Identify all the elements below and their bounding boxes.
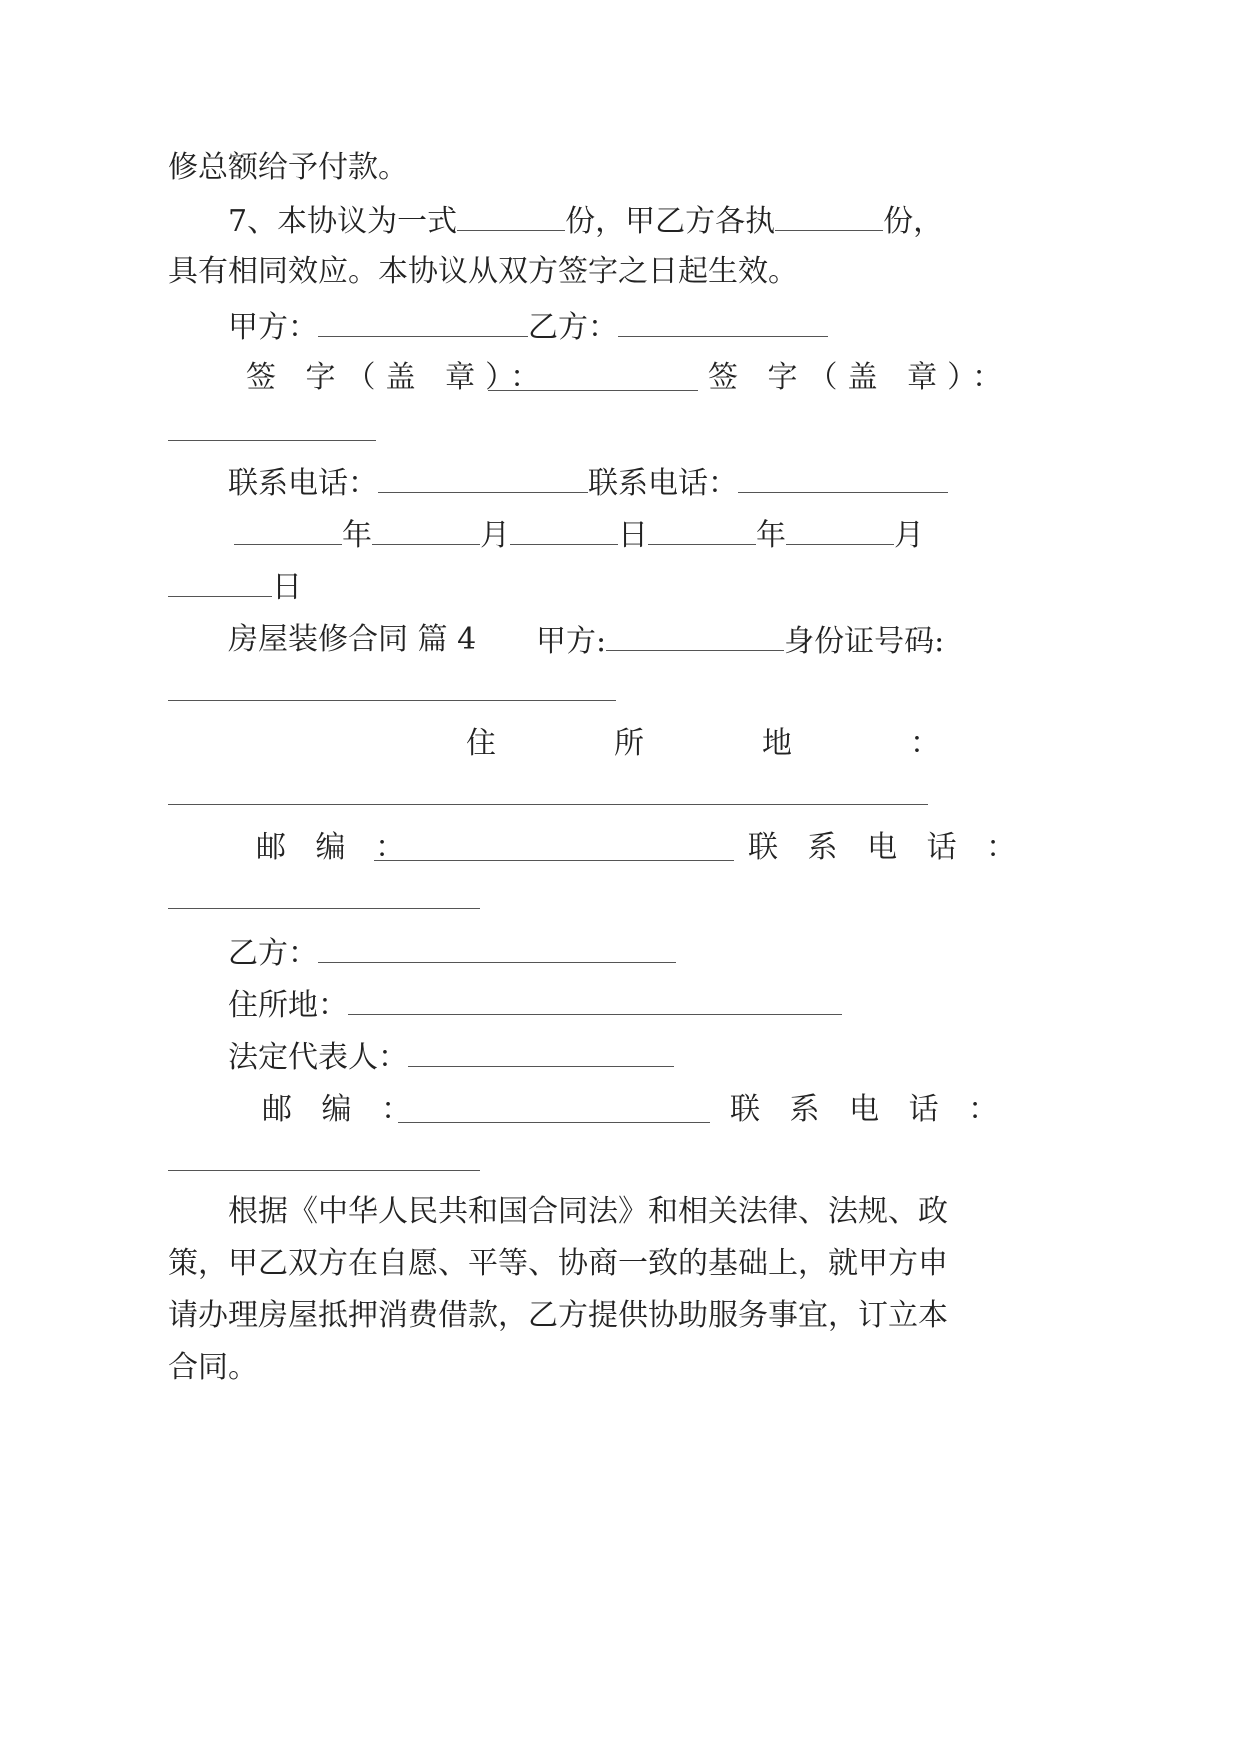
- text-line: [536, 620, 944, 662]
- text-line: [748, 828, 1026, 868]
- party-a-blank[interactable]: [318, 306, 528, 337]
- month-a-blank[interactable]: [372, 514, 480, 545]
- clause-text: 7、本协议为一式: [228, 204, 458, 239]
- paragraph-text: 修总额给予付款。: [168, 150, 408, 185]
- text-line: [246, 358, 550, 398]
- text-line: [228, 1036, 674, 1078]
- month-b-blank[interactable]: [786, 514, 894, 545]
- legal-rep-blank[interactable]: [408, 1036, 674, 1067]
- text-line: [168, 566, 302, 608]
- phone-a-blank[interactable]: [378, 462, 588, 493]
- clause-text: 份，甲乙方各执: [565, 204, 776, 239]
- address-b-label: 住所地：: [228, 988, 348, 1023]
- party-b-blank[interactable]: [618, 306, 828, 337]
- paragraph-text: 合同。: [168, 1350, 258, 1385]
- phone-a2-label: 联 系 电 话 ：: [748, 830, 1027, 865]
- copies-total-blank[interactable]: [457, 200, 565, 231]
- signature-b-blank[interactable]: [168, 440, 376, 441]
- paragraph-text: 请办理房屋抵押消费借款，乙方提供协助服务事宜，订立本: [168, 1298, 948, 1333]
- day-label: 日: [618, 518, 648, 553]
- section-heading: 房屋装修合同 篇 4: [228, 622, 477, 657]
- postcode-a-label: 邮 编 ：: [256, 830, 416, 865]
- clause-text: 份，: [883, 204, 944, 239]
- paragraph-text: 策，甲乙双方在自愿、平等、协商一致的基础上，就甲方申: [168, 1246, 948, 1281]
- text-line: [228, 306, 828, 348]
- address-char: 地: [762, 726, 792, 761]
- text-line: [168, 1348, 258, 1388]
- day-label: 日: [272, 570, 302, 605]
- address-colon: ：: [910, 726, 940, 761]
- phone-b2-blank[interactable]: [168, 1170, 480, 1171]
- year-label: 年: [342, 518, 372, 553]
- postcode-b-label: 邮 编 ：: [262, 1092, 422, 1127]
- party-a-label: 甲方：: [228, 310, 318, 345]
- address-b-blank[interactable]: [348, 984, 842, 1015]
- phone-b-label: 联系电话：: [588, 466, 738, 501]
- party-b-label: 乙方：: [528, 310, 618, 345]
- address-a-blank[interactable]: [168, 804, 928, 805]
- year-a-blank[interactable]: [234, 514, 342, 545]
- text-line: [730, 1090, 1008, 1130]
- party-a-name-blank[interactable]: [606, 620, 784, 651]
- id-number-label: 身份证号码:: [784, 624, 945, 659]
- text-line: [228, 932, 676, 974]
- day-a-blank[interactable]: [510, 514, 618, 545]
- address-char: 所: [614, 726, 644, 761]
- month-label: 月: [480, 518, 510, 553]
- text-line: [168, 148, 408, 188]
- year-b-blank[interactable]: [648, 514, 756, 545]
- address-label-part: [762, 724, 792, 764]
- year-label: 年: [756, 518, 786, 553]
- postcode-b-blank[interactable]: [398, 1122, 710, 1123]
- legal-rep-label: 法定代表人：: [228, 1040, 408, 1075]
- text-line: [228, 462, 948, 504]
- phone-b-blank[interactable]: [738, 462, 948, 493]
- text-line: [168, 1296, 948, 1336]
- party-b-name-blank[interactable]: [318, 932, 676, 963]
- text-line: [256, 828, 415, 868]
- paragraph-text: 具有相同效应。本协议从双方签字之日起生效。: [168, 254, 798, 289]
- address-label-part: [614, 724, 644, 764]
- phone-a-label: 联系电话：: [228, 466, 378, 501]
- month-label: 月: [894, 518, 924, 553]
- text-line: [708, 358, 1012, 398]
- id-number-blank[interactable]: [168, 700, 616, 701]
- paragraph-text: 根据《中华人民共和国合同法》和相关法律、法规、政: [228, 1194, 948, 1229]
- party-a-label: 甲方:: [536, 624, 607, 659]
- text-line: [228, 984, 842, 1026]
- address-label-part: [910, 724, 940, 764]
- party-b-label: 乙方：: [228, 936, 318, 971]
- signature-b-label: 签 字（盖 章）：: [708, 360, 1013, 395]
- text-line: [262, 1090, 421, 1130]
- address-char: 住: [466, 726, 496, 761]
- postcode-a-blank[interactable]: [374, 860, 734, 861]
- address-label-part: [466, 724, 496, 764]
- text-line: [168, 1244, 948, 1284]
- day-b-blank[interactable]: [168, 566, 272, 597]
- phone-a2-blank[interactable]: [168, 908, 480, 909]
- text-line: [228, 1192, 948, 1232]
- signature-a-blank[interactable]: [488, 390, 698, 391]
- text-line: [234, 514, 924, 556]
- copies-each-blank[interactable]: [775, 200, 883, 231]
- phone-b2-label: 联 系 电 话 ：: [730, 1092, 1009, 1127]
- text-line: [228, 200, 943, 242]
- text-line: [168, 252, 798, 292]
- signature-a-label: 签 字（盖 章）：: [246, 360, 551, 395]
- text-line: [228, 620, 476, 660]
